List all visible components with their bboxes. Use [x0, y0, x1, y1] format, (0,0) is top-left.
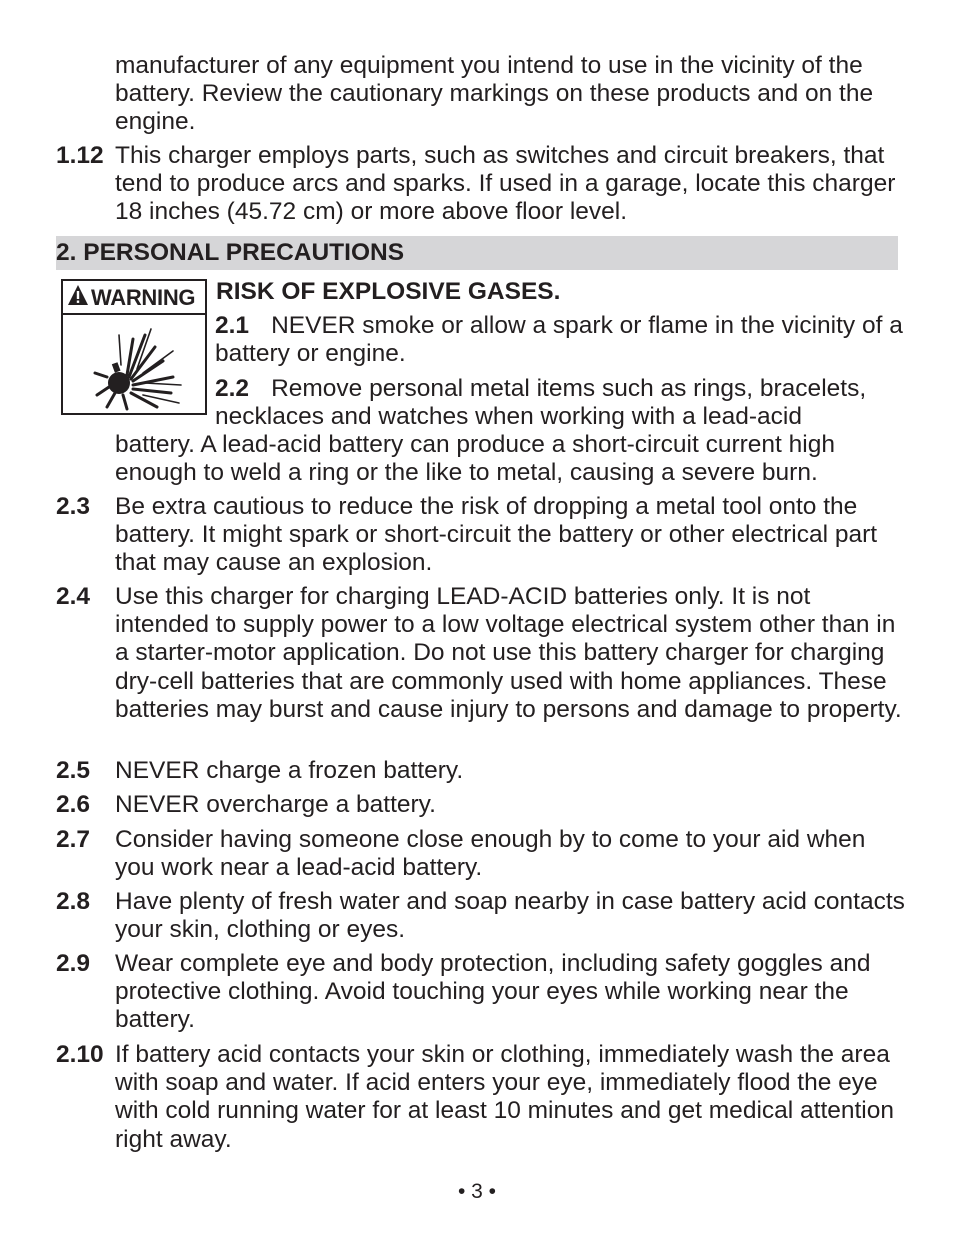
list-item-2-2 [215, 375, 905, 431]
warning-header [63, 281, 205, 315]
list-item-1-12 [56, 142, 906, 227]
list-item-2-4 [56, 583, 906, 724]
item-text: Remove personal metal items such as rings, bracelets, necklaces and watches when working with a lead-acid [215, 375, 867, 431]
item-number: 2.6 [56, 791, 91, 818]
item-number: 2.8 [56, 888, 91, 915]
list-item-2-3 [56, 493, 906, 578]
warning-label-text: WARNING [91, 285, 196, 310]
list-item-2-9 [56, 950, 906, 1035]
page-number: • 3 • [457, 1180, 497, 1203]
list-item-2-10 [56, 1041, 906, 1154]
warning-title: RISK OF EXPLOSIVE GASES. [216, 278, 561, 305]
item-number: 1.12 [56, 142, 104, 169]
item-number: 2.1 [215, 312, 250, 339]
warning-triangle-icon [67, 284, 89, 306]
item-text: Have plenty of fresh water and soap nearby in case battery acid contacts your skin, clothing or eyes. [115, 888, 905, 944]
item-number: 2.9 [56, 950, 91, 977]
item-number: 2.5 [56, 757, 91, 784]
item-number: 2.7 [56, 826, 91, 853]
item-text: NEVER charge a frozen battery. [115, 757, 464, 784]
explosion-hazard-icon [93, 321, 183, 411]
list-item-2-1 [215, 312, 905, 368]
item-text: NEVER overcharge a battery. [115, 791, 436, 818]
list-item-2-7 [56, 826, 906, 882]
item-text: Be extra cautious to reduce the risk of dropping a metal tool onto the battery. It might spark or short-circuit the battery or other electrical part that may cause an explosion. [115, 493, 878, 577]
item-text: Consider having someone close enough by to come to your aid when you work near a lead-acid battery. [115, 826, 866, 882]
list-item-2-6 [56, 791, 906, 819]
warning-label-box [61, 279, 207, 415]
list-item-2-5 [56, 757, 906, 785]
continuation-paragraph: manufacturer of any equipment you intend to use in the vicinity of the battery. Review the cautionary markings on these products and on the engine. [115, 52, 874, 136]
list-item-2-8 [56, 888, 906, 944]
item-2-2-continued-text: battery. A lead-acid battery can produce a short-circuit current high enough to weld a ring or the like to metal, causing a severe burn. [115, 431, 835, 487]
item-text: Use this charger for charging LEAD-ACID batteries only. It is not intended to supply power to a low voltage electrical system other than in a starter-motor application. Do not use this battery charger for charging dry-cell batteries that are commonly used with home appliances. These batteries may burst and cause injury to persons and damage to property. [115, 583, 902, 723]
item-number: 2.2 [215, 375, 250, 402]
item-text: This charger employs parts, such as switches and circuit breakers, that tend to produce arcs and sparks. If used in a garage, locate this charger 18 inches (45.72 cm) or more above floor level. [115, 142, 896, 226]
section-title: 2. PERSONAL PRECAUTIONS [56, 239, 405, 266]
item-number: 2.4 [56, 583, 91, 610]
item-number: 2.3 [56, 493, 91, 520]
item-text: NEVER smoke or allow a spark or flame in the vicinity of a battery or engine. [215, 312, 903, 368]
item-text: Wear complete eye and body protection, including safety goggles and protective clothing. Avoid touching your eyes while working near the battery. [115, 950, 871, 1034]
section-heading-bar [56, 236, 898, 270]
item-number: 2.10 [56, 1041, 104, 1068]
item-text: If battery acid contacts your skin or clothing, immediately wash the area with soap and water. If acid enters your eye, immediately flood the eye with cold running water for at least 10 minutes and get medical attention right away. [115, 1041, 894, 1153]
